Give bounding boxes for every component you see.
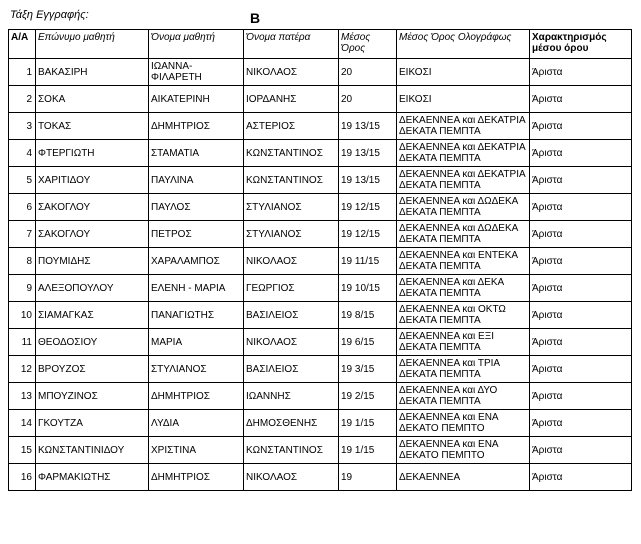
father-name-cell: ΣΤΥΛΙΑΝΟΣ	[244, 221, 339, 248]
average-words-cell: ΔΕΚΑΕΝΝΕΑ και ΔΕΚΑ ΔΕΚΑΤΑ ΠΕΜΠΤΑ	[397, 275, 530, 302]
characterization-cell: Άριστα	[530, 329, 632, 356]
class-label: Τάξη Εγγραφής:	[10, 9, 89, 21]
first-name-cell: ΠΕΤΡΟΣ	[149, 221, 244, 248]
father-name-cell: ΝΙΚΟΛΑΟΣ	[244, 329, 339, 356]
surname-cell: ΦΤΕΡΓΙΩΤΗ	[36, 140, 149, 167]
row-number: 5	[9, 167, 36, 194]
surname-cell: ΓΚΟΥΤΖΑ	[36, 410, 149, 437]
class-value: Β	[250, 10, 261, 26]
table-row	[9, 194, 632, 221]
father-name-cell: ΙΟΡΔΑΝΗΣ	[244, 86, 339, 113]
characterization-cell: Άριστα	[530, 302, 632, 329]
surname-cell: ΣΟΚΑ	[36, 86, 149, 113]
first-name-cell: ΧΡΙΣΤΙΝΑ	[149, 437, 244, 464]
surname-cell: ΤΟΚΑΣ	[36, 113, 149, 140]
table-row	[9, 86, 632, 113]
surname-cell: ΒΑΚΑΣΙΡΗ	[36, 59, 149, 86]
average-words-cell: ΔΕΚΑΕΝΝΕΑ και ΔΩΔΕΚΑ ΔΕΚΑΤΑ ΠΕΜΠΤΑ	[397, 221, 530, 248]
father-name-cell: ΙΩΑΝΝΗΣ	[244, 383, 339, 410]
average-words-cell: ΔΕΚΑΕΝΝΕΑ	[397, 464, 530, 491]
father-name-cell: ΚΩΝΣΤΑΝΤΙΝΟΣ	[244, 140, 339, 167]
column-header-average-words: Μέσος Όρος Ολογράφως	[397, 30, 530, 59]
first-name-cell: ΔΗΜΗΤΡΙΟΣ	[149, 464, 244, 491]
average-cell: 19 11/15	[339, 248, 397, 275]
father-name-cell: ΚΩΝΣΤΑΝΤΙΝΟΣ	[244, 167, 339, 194]
father-name-cell: ΒΑΣΙΛΕΙΟΣ	[244, 356, 339, 383]
column-header-first-name: Όνομα μαθητή	[149, 30, 244, 59]
surname-cell: ΧΑΡΙΤΙΔΟΥ	[36, 167, 149, 194]
table-row	[9, 59, 632, 86]
table-row	[9, 329, 632, 356]
average-words-cell: ΔΕΚΑΕΝΝΕΑ και ΕΝΑ ΔΕΚΑΤΟ ΠΕΜΠΤΟ	[397, 437, 530, 464]
table-row	[9, 275, 632, 302]
average-words-cell: ΔΕΚΑΕΝΝΕΑ και ΔΕΚΑΤΡΙΑ ΔΕΚΑΤΑ ΠΕΜΠΤΑ	[397, 113, 530, 140]
characterization-cell: Άριστα	[530, 383, 632, 410]
characterization-cell: Άριστα	[530, 437, 632, 464]
row-number: 4	[9, 140, 36, 167]
row-number: 16	[9, 464, 36, 491]
row-number: 6	[9, 194, 36, 221]
average-words-cell: ΔΕΚΑΕΝΝΕΑ και ΕΝΑ ΔΕΚΑΤΟ ΠΕΜΠΤΟ	[397, 410, 530, 437]
table-row	[9, 356, 632, 383]
table-row	[9, 248, 632, 275]
row-number: 7	[9, 221, 36, 248]
average-words-cell: ΔΕΚΑΕΝΝΕΑ και ΟΚΤΩ ΔΕΚΑΤΑ ΠΕΜΠΤΑ	[397, 302, 530, 329]
table-row	[9, 437, 632, 464]
surname-cell: ΘΕΟΔΟΣΙΟΥ	[36, 329, 149, 356]
characterization-cell: Άριστα	[530, 167, 632, 194]
father-name-cell: ΓΕΩΡΓΙΟΣ	[244, 275, 339, 302]
characterization-cell: Άριστα	[530, 464, 632, 491]
row-number: 1	[9, 59, 36, 86]
row-number: 13	[9, 383, 36, 410]
average-words-cell: ΕΙΚΟΣΙ	[397, 59, 530, 86]
surname-cell: ΣΑΚΟΓΛΟΥ	[36, 221, 149, 248]
average-words-cell: ΕΙΚΟΣΙ	[397, 86, 530, 113]
average-cell: 19 12/15	[339, 221, 397, 248]
first-name-cell: ΙΩΑΝΝΑ-ΦΙΛΑΡΕΤΗ	[149, 59, 244, 86]
average-cell: 20	[339, 59, 397, 86]
average-cell: 19 2/15	[339, 383, 397, 410]
first-name-cell: ΛΥΔΙΑ	[149, 410, 244, 437]
surname-cell: ΒΡΟΥΖΟΣ	[36, 356, 149, 383]
column-header-aa: Α/Α	[9, 30, 36, 59]
first-name-cell: ΔΗΜΗΤΡΙΟΣ	[149, 113, 244, 140]
table-row	[9, 464, 632, 491]
row-number: 3	[9, 113, 36, 140]
average-cell: 19 13/15	[339, 167, 397, 194]
surname-cell: ΠΟΥΜΙΔΗΣ	[36, 248, 149, 275]
row-number: 10	[9, 302, 36, 329]
row-number: 11	[9, 329, 36, 356]
average-cell: 19 1/15	[339, 437, 397, 464]
average-words-cell: ΔΕΚΑΕΝΝΕΑ και ΔΥΟ ΔΕΚΑΤΑ ΠΕΜΠΤΑ	[397, 383, 530, 410]
first-name-cell: ΣΤΥΛΙΑΝΟΣ	[149, 356, 244, 383]
table-row	[9, 167, 632, 194]
row-number: 14	[9, 410, 36, 437]
average-cell: 19 6/15	[339, 329, 397, 356]
average-words-cell: ΔΕΚΑΕΝΝΕΑ και ΕΞΙ ΔΕΚΑΤΑ ΠΕΜΠΤΑ	[397, 329, 530, 356]
father-name-cell: ΝΙΚΟΛΑΟΣ	[244, 248, 339, 275]
average-cell: 19 13/15	[339, 113, 397, 140]
table-row	[9, 383, 632, 410]
father-name-cell: ΝΙΚΟΛΑΟΣ	[244, 59, 339, 86]
first-name-cell: ΣΤΑΜΑΤΙΑ	[149, 140, 244, 167]
table-row	[9, 221, 632, 248]
table-row	[9, 140, 632, 167]
characterization-cell: Άριστα	[530, 59, 632, 86]
average-words-cell: ΔΕΚΑΕΝΝΕΑ και ΔΕΚΑΤΡΙΑ ΔΕΚΑΤΑ ΠΕΜΠΤΑ	[397, 167, 530, 194]
first-name-cell: ΜΑΡΙΑ	[149, 329, 244, 356]
column-header-characterization: Χαρακτηρισμός μέσου όρου	[530, 30, 632, 59]
table-row	[9, 410, 632, 437]
surname-cell: ΑΛΕΞΟΠΟΥΛΟΥ	[36, 275, 149, 302]
average-cell: 19 1/15	[339, 410, 397, 437]
average-cell: 19 3/15	[339, 356, 397, 383]
column-header-father-name: Όνομα πατέρα	[244, 30, 339, 59]
average-words-cell: ΔΕΚΑΕΝΝΕΑ και ΕΝΤΕΚΑ ΔΕΚΑΤΑ ΠΕΜΠΤΑ	[397, 248, 530, 275]
characterization-cell: Άριστα	[530, 194, 632, 221]
column-header-average: Μέσος Όρος	[339, 30, 397, 59]
row-number: 9	[9, 275, 36, 302]
first-name-cell: ΧΑΡΑΛΑΜΠΟΣ	[149, 248, 244, 275]
table-row	[9, 113, 632, 140]
first-name-cell: ΑΙΚΑΤΕΡΙΝΗ	[149, 86, 244, 113]
characterization-cell: Άριστα	[530, 221, 632, 248]
row-number: 2	[9, 86, 36, 113]
characterization-cell: Άριστα	[530, 248, 632, 275]
average-cell: 20	[339, 86, 397, 113]
grades-table	[8, 29, 632, 491]
row-number: 15	[9, 437, 36, 464]
average-words-cell: ΔΕΚΑΕΝΝΕΑ και ΤΡΙΑ ΔΕΚΑΤΑ ΠΕΜΠΤΑ	[397, 356, 530, 383]
surname-cell: ΜΠΟΥΖΙΝΟΣ	[36, 383, 149, 410]
first-name-cell: ΠΑΥΛΟΣ	[149, 194, 244, 221]
first-name-cell: ΠΑΝΑΓΙΩΤΗΣ	[149, 302, 244, 329]
father-name-cell: ΔΗΜΟΣΘΕΝΗΣ	[244, 410, 339, 437]
characterization-cell: Άριστα	[530, 410, 632, 437]
father-name-cell: ΑΣΤΕΡΙΟΣ	[244, 113, 339, 140]
father-name-cell: ΣΤΥΛΙΑΝΟΣ	[244, 194, 339, 221]
characterization-cell: Άριστα	[530, 275, 632, 302]
first-name-cell: ΔΗΜΗΤΡΙΟΣ	[149, 383, 244, 410]
father-name-cell: ΝΙΚΟΛΑΟΣ	[244, 464, 339, 491]
average-cell: 19 10/15	[339, 275, 397, 302]
father-name-cell: ΚΩΝΣΤΑΝΤΙΝΟΣ	[244, 437, 339, 464]
surname-cell: ΣΑΚΟΓΛΟΥ	[36, 194, 149, 221]
father-name-cell: ΒΑΣΙΛΕΙΟΣ	[244, 302, 339, 329]
average-cell: 19 8/15	[339, 302, 397, 329]
first-name-cell: ΕΛΕΝΗ - ΜΑΡΙΑ	[149, 275, 244, 302]
average-cell: 19 13/15	[339, 140, 397, 167]
column-header-surname: Επώνυμο μαθητή	[36, 30, 149, 59]
average-cell: 19	[339, 464, 397, 491]
surname-cell: ΦΑΡΜΑΚΙΩΤΗΣ	[36, 464, 149, 491]
first-name-cell: ΠΑΥΛΙΝΑ	[149, 167, 244, 194]
characterization-cell: Άριστα	[530, 140, 632, 167]
average-cell: 19 12/15	[339, 194, 397, 221]
characterization-cell: Άριστα	[530, 86, 632, 113]
characterization-cell: Άριστα	[530, 113, 632, 140]
row-number: 8	[9, 248, 36, 275]
row-number: 12	[9, 356, 36, 383]
surname-cell: ΣΙΑΜΑΓΚΑΣ	[36, 302, 149, 329]
table-header-row	[9, 30, 632, 59]
average-words-cell: ΔΕΚΑΕΝΝΕΑ και ΔΩΔΕΚΑ ΔΕΚΑΤΑ ΠΕΜΠΤΑ	[397, 194, 530, 221]
average-words-cell: ΔΕΚΑΕΝΝΕΑ και ΔΕΚΑΤΡΙΑ ΔΕΚΑΤΑ ΠΕΜΠΤΑ	[397, 140, 530, 167]
table-row	[9, 302, 632, 329]
characterization-cell: Άριστα	[530, 356, 632, 383]
surname-cell: ΚΩΝΣΤΑΝΤΙΝΙΔΟΥ	[36, 437, 149, 464]
